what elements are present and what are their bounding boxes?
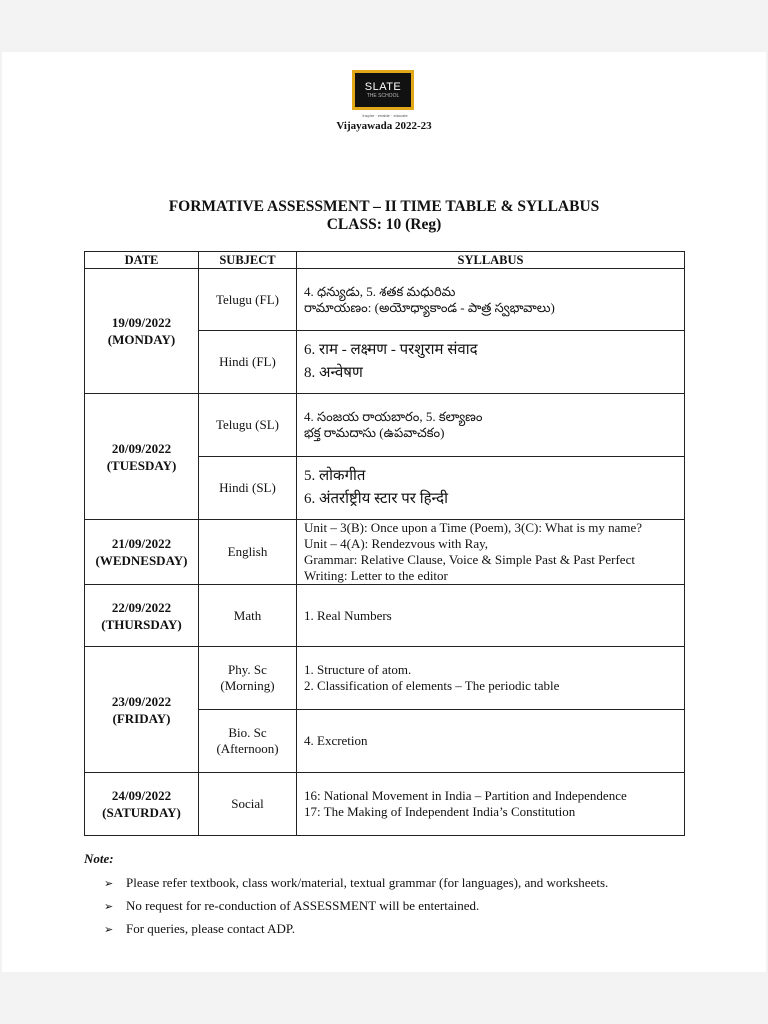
subject-cell <box>199 773 297 836</box>
subject-name: Hindi (FL) <box>219 354 276 369</box>
date-cell <box>85 394 199 520</box>
logo-text: SLATE <box>364 81 402 93</box>
subject-cell <box>199 520 297 585</box>
arrow-bullet-icon: ➢ <box>104 877 114 890</box>
date-cell <box>85 647 199 773</box>
syllabus-line: 4. ధన్యుడు, 5. శతక మధురిమ <box>304 283 456 299</box>
syllabus-cell <box>297 520 685 585</box>
subject-name: (Morning) <box>220 678 275 693</box>
table-row <box>85 773 685 836</box>
subject-name: Phy. Sc <box>228 662 267 677</box>
arrow-bullet-icon: ➢ <box>104 900 114 913</box>
exam-date: 20/09/2022 <box>111 440 172 456</box>
syllabus-cell <box>297 331 685 394</box>
syllabus-line: Writing: Letter to the editor <box>304 568 448 583</box>
arrow-bullet-icon: ➢ <box>104 923 114 936</box>
exam-day: (FRIDAY) <box>112 710 171 726</box>
timetable <box>84 251 685 836</box>
date-cell <box>85 269 199 394</box>
timetable-body <box>85 269 685 836</box>
syllabus-line: 4. సంజయ రాయబారం, 5. కల్యాణం <box>304 409 483 424</box>
exam-date: 22/09/2022 <box>111 599 172 615</box>
document-title: FORMATIVE ASSESSMENT – II TIME TABLE & SYLLABUS <box>168 198 600 215</box>
syllabus-line: రామాయణం: (అయోధ్యాకాండ - పాత్ర స్వభావాలు) <box>304 299 555 315</box>
syllabus-line: Unit – 4(A): Rendezvous with Ray, <box>304 536 489 551</box>
class-line: CLASS: 10 (Reg) <box>326 216 442 233</box>
subject-name: Telugu (SL) <box>216 417 279 432</box>
syllabus-line: భక్త రామదాసు (ఉపవాచకం) <box>304 425 445 440</box>
note-list <box>104 872 608 941</box>
date-cell <box>85 773 199 836</box>
exam-day: (THURSDAY) <box>101 616 182 632</box>
note-text: No request for re-conduction of ASSESSMENT will be entertained. <box>126 898 480 913</box>
subject-cell <box>199 331 297 394</box>
exam-day: (MONDAY) <box>107 332 176 347</box>
date-cell <box>85 585 199 647</box>
note-text: For queries, please contact ADP. <box>126 921 295 936</box>
subject-name: Telugu (FL) <box>216 291 279 307</box>
exam-date: 23/09/2022 <box>111 693 172 709</box>
subject-cell <box>199 585 297 647</box>
subject-name: Bio. Sc <box>228 725 267 740</box>
syllabus-line: 16: National Movement in India – Partition and Independence <box>304 788 627 803</box>
note-item <box>104 918 608 941</box>
syllabus-cell <box>297 457 685 520</box>
exam-date: 24/09/2022 <box>111 788 172 803</box>
syllabus-line: 8. अन्वेषण <box>304 365 363 381</box>
syllabus-line: 17: The Making of Independent India’s Constitution <box>304 804 576 819</box>
logo-subtext: THE SCHOOL <box>366 93 400 99</box>
syllabus-line: 5. लोकगीत <box>304 468 366 484</box>
date-cell <box>85 520 199 585</box>
syllabus-line: 2. Classification of elements – The periodic table <box>304 678 560 693</box>
table-row <box>85 520 685 585</box>
timetable-header-row <box>85 252 685 269</box>
school-logo <box>352 70 414 110</box>
table-row <box>85 394 685 457</box>
subject-name: Hindi (SL) <box>219 480 276 495</box>
campus-year: Vijayawada 2022-23 <box>336 120 432 132</box>
syllabus-line: 6. राम - लक्ष्मण - परशुराम संवाद <box>304 342 478 358</box>
table-row <box>85 269 685 331</box>
table-row <box>85 647 685 710</box>
subject-name: English <box>227 544 268 559</box>
subject-cell <box>199 269 297 331</box>
exam-day: (SATURDAY) <box>102 805 181 820</box>
syllabus-line: 1. Real Numbers <box>304 607 392 623</box>
column-header-date: DATE <box>85 252 199 269</box>
subject-name: Math <box>233 607 262 623</box>
subject-name: (Afternoon) <box>216 741 279 756</box>
column-header-syllabus: SYLLABUS <box>297 252 685 269</box>
subject-cell <box>199 457 297 520</box>
subject-cell <box>199 394 297 457</box>
syllabus-cell <box>297 773 685 836</box>
note-item <box>104 895 608 918</box>
syllabus-cell <box>297 585 685 647</box>
exam-day: (WEDNESDAY) <box>95 553 188 568</box>
subject-cell <box>199 710 297 773</box>
syllabus-line: 6. अंतर्राष्ट्रीय स्टार पर हिन्दी <box>304 491 449 507</box>
note-text: Please refer textbook, class work/material, textual grammar (for languages), and worksheets. <box>126 875 609 890</box>
table-row <box>85 585 685 647</box>
logo-tagline: Inspire · enable · educate <box>362 113 408 118</box>
exam-date: 21/09/2022 <box>111 536 172 551</box>
subject-name: Social <box>231 796 264 811</box>
syllabus-cell <box>297 710 685 773</box>
exam-day: (TUESDAY) <box>106 457 177 473</box>
syllabus-cell <box>297 269 685 331</box>
exam-date: 19/09/2022 <box>111 315 172 330</box>
syllabus-cell <box>297 394 685 457</box>
syllabus-line: 1. Structure of atom. <box>304 662 412 677</box>
syllabus-line: Unit – 3(B): Once upon a Time (Poem), 3(C): What is my name? <box>304 520 643 535</box>
column-header-subject: SUBJECT <box>199 252 297 269</box>
note-item <box>104 872 608 895</box>
note-title: Note: <box>84 851 114 866</box>
syllabus-line: 4. Excretion <box>304 733 368 748</box>
subject-cell <box>199 647 297 710</box>
syllabus-line: Grammar: Relative Clause, Voice & Simple Past & Past Perfect <box>304 552 635 567</box>
syllabus-cell <box>297 647 685 710</box>
